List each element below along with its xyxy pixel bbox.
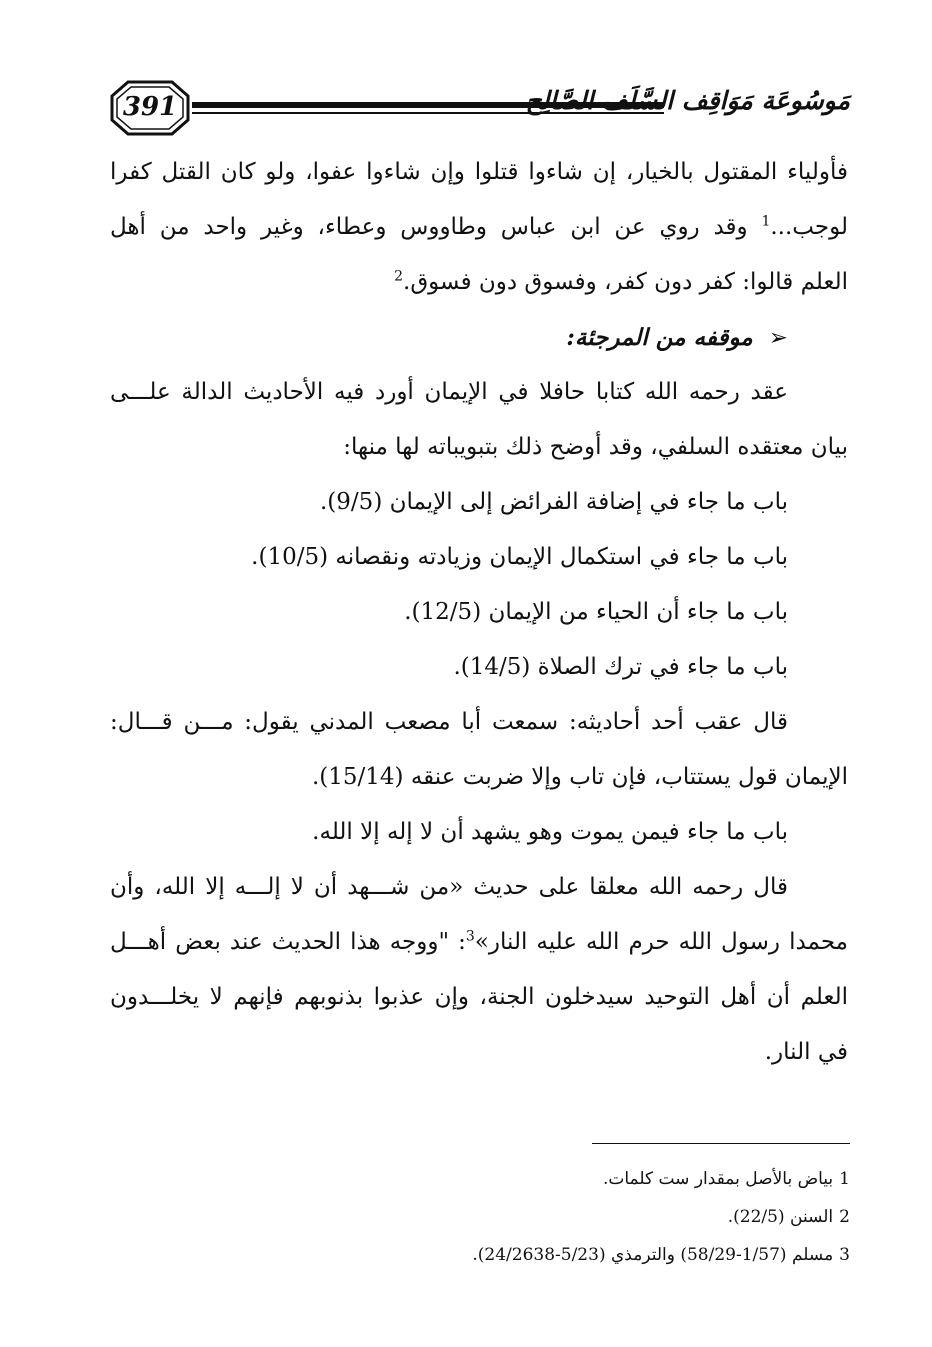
page-header (100, 78, 850, 138)
text-line: الإيمان قول يستتاب، فإن تاب وإلا ضربت عنقه (15/14). (311, 764, 848, 790)
chapter-item: باب ما جاء في استكمال الإيمان وزيادته ونقصانه (10/5). (251, 544, 788, 570)
text-line: لوجب...$^1$ وقد روي عن ابن عباس وطاووس وعطاء، وغير واحد من أهل (110, 213, 848, 240)
chapter-item: باب ما جاء أن الحياء من الإيمان (12/5). (404, 599, 788, 625)
footnote-divider (592, 1143, 850, 1144)
chapter-item: باب ما جاء في إضافة الفرائض إلى الإيمان (9/5). (320, 489, 788, 515)
footnote: 3مسلم (1/57-58/29) والترمذي (5/23-24/2638). (472, 1245, 850, 1265)
arrow-bullet-icon: ➢ (768, 325, 788, 351)
main-text (110, 145, 848, 1080)
section-heading: ➢موقفه من المرجئة: (566, 324, 788, 351)
chapter-item: باب ما جاء فيمن يموت وهو يشهد أن لا إله إلا الله. (312, 819, 788, 845)
text-line: محمدا رسول الله حرم الله عليه النار»$^3$: "ووجه هذا الحديث عند بعض أهـــل (110, 928, 848, 955)
footnotes (400, 1160, 850, 1274)
footnote: 1بياض بالأصل بمقدار ست كلمات. (602, 1169, 850, 1189)
text-line: في النار. (764, 1039, 848, 1065)
text-line: بيان معتقده السلفي، وقد أوضح ذلك بتبويباته لها منها: (343, 434, 848, 460)
footnote-ref: 3 (465, 928, 475, 945)
footnote-ref: 1 (761, 213, 771, 230)
page-number: 391 (122, 92, 178, 122)
footnote-ref: 2 (394, 268, 404, 285)
text-line: قال عقب أحد أحاديثه: سمعت أبا مصعب المدني يقول: مـــن قـــال: (110, 709, 788, 735)
text-line: قال رحمه الله معلقا على حديث «من شـــهد أن لا إلـــه إلا الله، وأن (110, 874, 788, 900)
text-line: العلم أن أهل التوحيد سيدخلون الجنة، وإن عذبوا بذنوبهم فإنهم لا يخلـــدون (110, 984, 848, 1010)
page-number-badge (108, 78, 192, 138)
text-line: عقد رحمه الله كتابا حافلا في الإيمان أورد فيه الأحاديث الدالة علـــى (110, 379, 788, 405)
series-title: مَوسُوعَة مَوَاقِف السَّلَف الصَّالِح (525, 86, 850, 115)
text-line: فأولياء المقتول بالخيار، إن شاءوا قتلوا وإن شاءوا عفوا، ولو كان القتل كفرا (110, 159, 848, 185)
text-line: العلم قالوا: كفر دون كفر، وفسوق دون فسوق.$^2$ (394, 268, 848, 295)
chapter-item: باب ما جاء في ترك الصلاة (14/5). (453, 654, 788, 680)
footnote: 2السنن (22/5). (727, 1207, 850, 1227)
